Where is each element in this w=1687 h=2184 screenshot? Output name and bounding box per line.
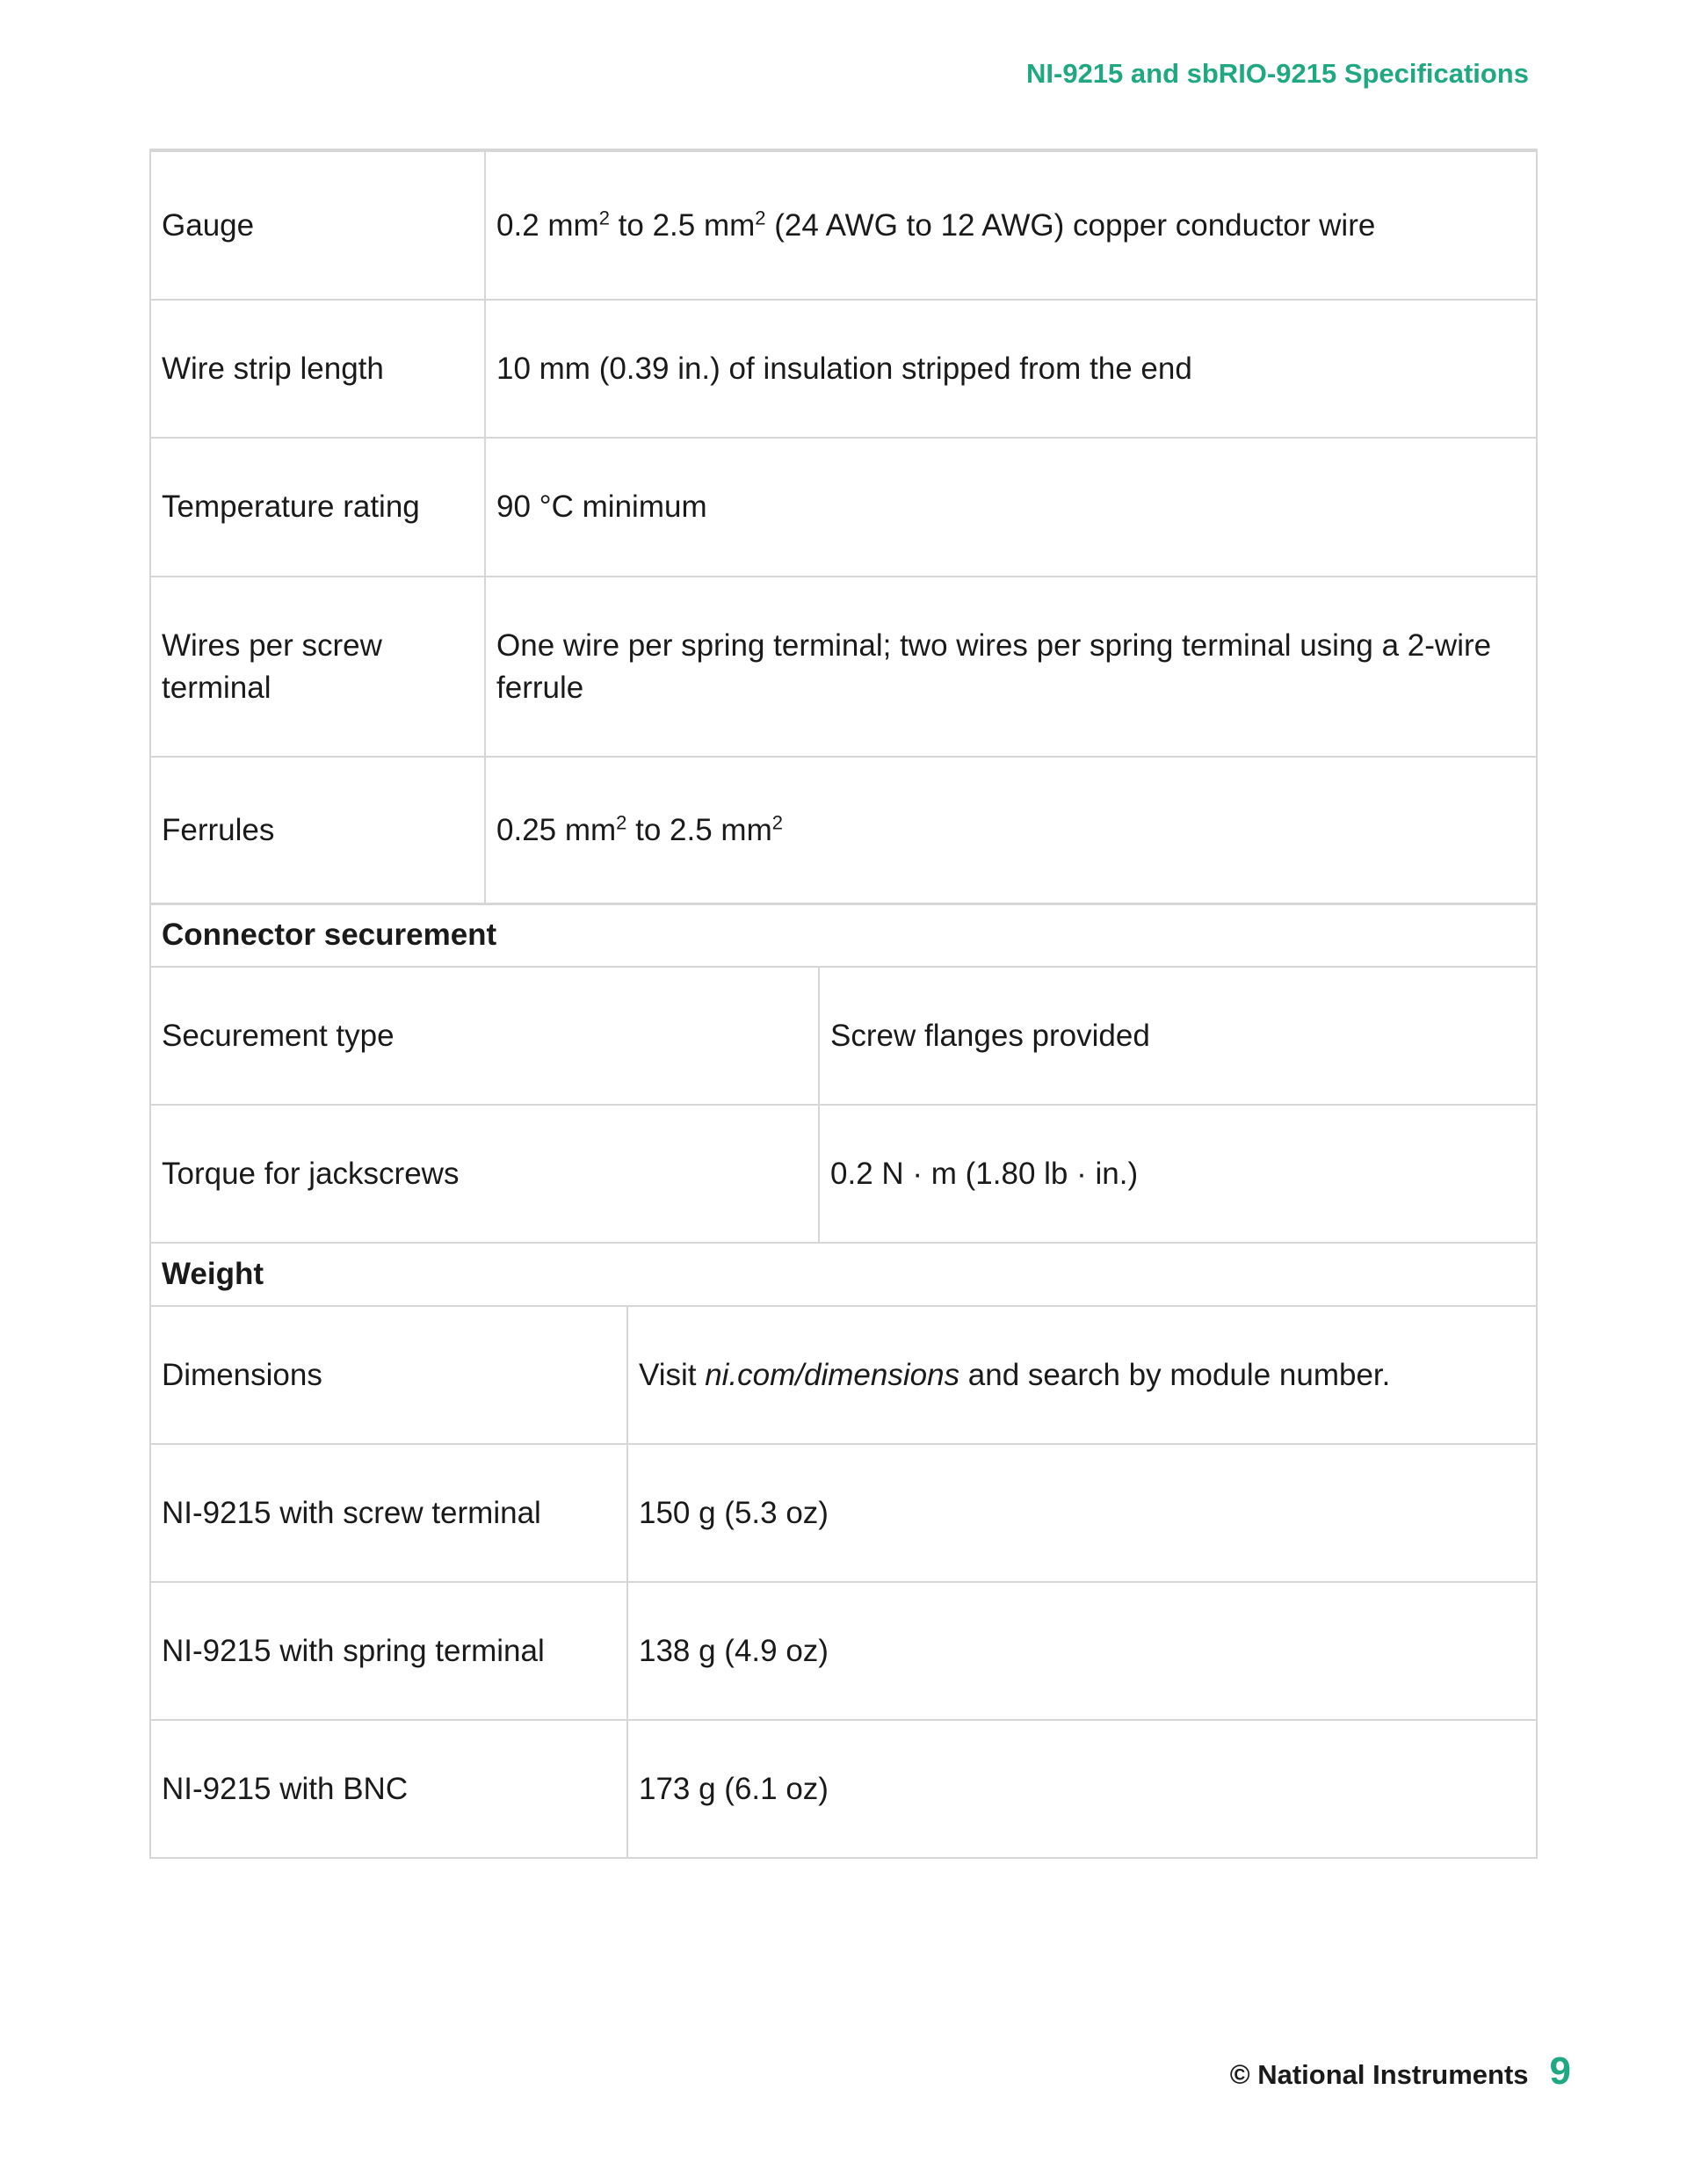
table-row <box>150 438 1537 577</box>
row-value: 138 g (4.9 oz) <box>627 1582 1537 1720</box>
row-label: Ferrules <box>150 757 485 904</box>
row-value: 10 mm (0.39 in.) of insulation stripped from the end <box>485 300 1537 438</box>
copyright-text: © National Instruments <box>1229 2059 1529 2090</box>
row-value: Visit ni.com/dimensions and search by module number. <box>627 1306 1537 1444</box>
section-heading: Connector securement <box>150 903 1537 967</box>
table-row <box>150 967 1537 1105</box>
table-row <box>150 577 1537 757</box>
row-label: Torque for jackscrews <box>150 1105 819 1243</box>
section-heading: Weight <box>150 1243 1537 1306</box>
row-label: Gauge <box>150 150 485 300</box>
table-row <box>150 300 1537 438</box>
row-label: Securement type <box>150 967 819 1105</box>
row-label: Wires per screw terminal <box>150 577 485 757</box>
section-heading-row <box>150 903 1537 967</box>
wire-spec-table <box>149 149 1538 905</box>
page-number: 9 <box>1549 2050 1571 2093</box>
section-heading-row <box>150 1243 1537 1306</box>
row-label: Temperature rating <box>150 438 485 577</box>
row-label: NI-9215 with spring terminal <box>150 1582 627 1720</box>
table-row <box>150 1444 1537 1582</box>
table-row <box>150 150 1537 300</box>
row-label: Wire strip length <box>150 300 485 438</box>
page-header-title: NI-9215 and sbRIO-9215 Specifications <box>1026 58 1529 89</box>
row-value: 150 g (5.3 oz) <box>627 1444 1537 1582</box>
row-value: 0.2 N · m (1.80 lb · in.) <box>819 1105 1537 1243</box>
dimensions-link[interactable]: ni.com/dimensions <box>705 1357 960 1392</box>
table-row <box>150 1105 1537 1243</box>
row-value: 173 g (6.1 oz) <box>627 1720 1537 1858</box>
row-value: 90 °C minimum <box>485 438 1537 577</box>
connector-securement-table <box>149 903 1538 1244</box>
page-footer <box>1230 2050 1571 2093</box>
row-label: Dimensions <box>150 1306 627 1444</box>
table-row <box>150 1720 1537 1858</box>
table-row <box>150 1582 1537 1720</box>
row-value: 0.2 $mm^2$ to 2.5 $mm^2$ (24 AWG to 12 AWG) copper conductor wire <box>485 150 1537 300</box>
row-value: 0.25 $mm^2$ to 2.5 $mm^2$ <box>485 757 1537 904</box>
row-value: Screw flanges provided <box>819 967 1537 1105</box>
table-row <box>150 757 1537 904</box>
row-label: NI-9215 with screw terminal <box>150 1444 627 1582</box>
row-label: NI-9215 with BNC <box>150 1720 627 1858</box>
row-value: One wire per spring terminal; two wires per spring terminal using a 2-wire ferrule <box>485 577 1537 757</box>
table-row <box>150 1306 1537 1444</box>
weight-table <box>149 1242 1538 1859</box>
